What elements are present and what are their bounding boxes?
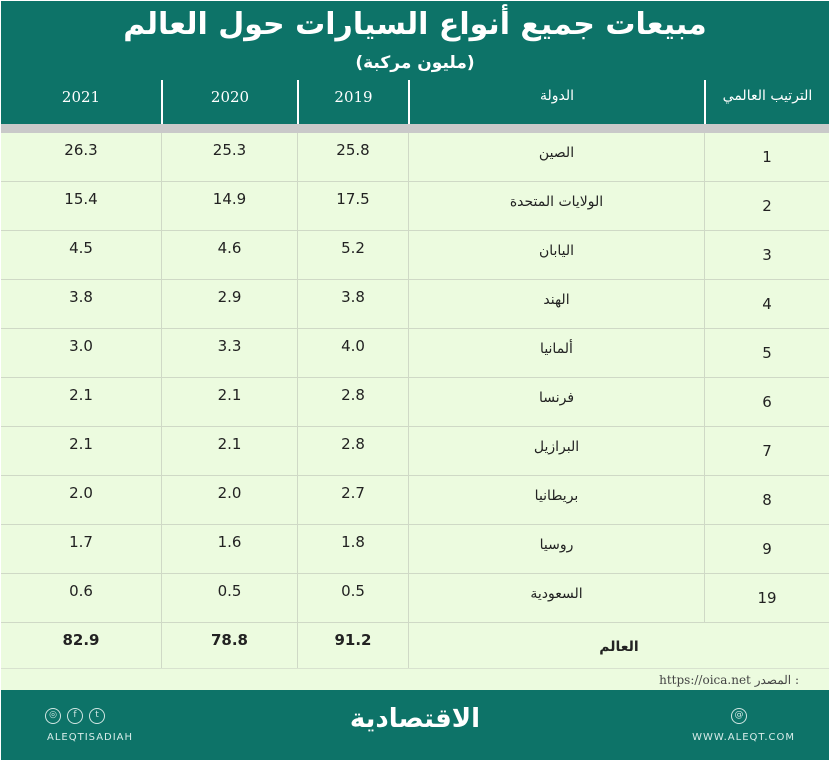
cell-rank: 6 — [704, 378, 829, 426]
brand-logo: الاقتصادية — [349, 704, 481, 734]
cell-2019: 2.8 — [297, 378, 408, 426]
page-title: مبيعات جميع أنواع السيارات حول العالم — [123, 7, 707, 42]
cell-2019: 1.8 — [297, 525, 408, 573]
cell-2019: 2.8 — [297, 427, 408, 475]
cell-2020: 1.6 — [161, 525, 297, 573]
table-row — [1, 329, 829, 378]
table-row — [1, 525, 829, 574]
total-row — [1, 623, 829, 668]
cell-rank: 5 — [704, 329, 829, 377]
cell-2020: 2.9 — [161, 280, 297, 328]
facebook-icon[interactable]: f — [67, 708, 83, 724]
cell-rank: 19 — [704, 574, 829, 622]
cell-2021: 2.1 — [69, 435, 93, 453]
cell-2019: 25.8 — [297, 133, 408, 181]
cell-country: اليابان — [408, 231, 704, 279]
table-row — [1, 231, 829, 280]
cell-country: ألمانيا — [408, 329, 704, 377]
cell-country: البرازيل — [408, 427, 704, 475]
header-rank: الترتيب العالمي — [704, 80, 829, 124]
table-row — [1, 378, 829, 427]
cell-country: الولايات المتحدة — [408, 182, 704, 230]
cell-rank: 7 — [704, 427, 829, 475]
table-row — [1, 133, 829, 182]
total-2021: 82.9 — [62, 631, 100, 649]
cell-2019: 3.8 — [297, 280, 408, 328]
total-2020: 78.8 — [161, 623, 297, 668]
table-body — [1, 133, 829, 668]
cell-rank: 2 — [704, 182, 829, 230]
cell-rank: 4 — [704, 280, 829, 328]
cell-rank: 9 — [704, 525, 829, 573]
cell-2021: 26.3 — [64, 141, 98, 159]
cell-2021: 3.0 — [69, 337, 93, 355]
header-country: الدولة — [408, 80, 704, 124]
header-2021: 2021 — [61, 88, 101, 106]
cell-2021: 2.1 — [69, 386, 93, 404]
social-handle: ALEQTISADIAH — [47, 732, 134, 743]
cell-2020: 0.5 — [161, 574, 297, 622]
cell-2021: 15.4 — [64, 190, 98, 208]
source-label: المصدر : — [754, 673, 799, 687]
cell-2020: 2.0 — [161, 476, 297, 524]
footer — [1, 690, 829, 760]
header-divider — [1, 124, 829, 133]
header-2019: 2019 — [297, 80, 408, 124]
instagram-icon[interactable]: ◎ — [45, 708, 61, 724]
title-bar — [1, 1, 829, 80]
cell-2020: 2.1 — [161, 378, 297, 426]
cell-2019: 5.2 — [297, 231, 408, 279]
table-row — [1, 182, 829, 231]
cell-2019: 2.7 — [297, 476, 408, 524]
twitter-icon[interactable]: t — [89, 708, 105, 724]
cell-2021: 1.7 — [69, 533, 93, 551]
cell-rank: 8 — [704, 476, 829, 524]
web-icon: @ — [731, 708, 747, 724]
cell-2019: 4.0 — [297, 329, 408, 377]
cell-2021: 4.5 — [69, 239, 93, 257]
cell-country: بريطانيا — [408, 476, 704, 524]
cell-2021: 2.0 — [69, 484, 93, 502]
table-row — [1, 574, 829, 623]
header-2020: 2020 — [161, 80, 297, 124]
source-bar — [1, 668, 829, 690]
cell-2020: 25.3 — [161, 133, 297, 181]
cell-2021: 0.6 — [69, 582, 93, 600]
cell-country: السعودية — [408, 574, 704, 622]
cell-country: روسيا — [408, 525, 704, 573]
page-subtitle: (مليون مركبة) — [355, 53, 475, 73]
source-url[interactable]: https://oica.net — [659, 673, 751, 687]
table-row — [1, 476, 829, 525]
table-row — [1, 427, 829, 476]
cell-2020: 4.6 — [161, 231, 297, 279]
table-header — [1, 80, 829, 124]
cell-2019: 0.5 — [297, 574, 408, 622]
cell-country: الصين — [408, 133, 704, 181]
cell-2020: 3.3 — [161, 329, 297, 377]
source-line — [659, 673, 799, 687]
cell-2020: 2.1 — [161, 427, 297, 475]
total-label: العالم — [408, 623, 829, 668]
total-2019: 91.2 — [297, 623, 408, 668]
cell-country: فرنسا — [408, 378, 704, 426]
cell-2021: 3.8 — [69, 288, 93, 306]
cell-rank: 1 — [704, 133, 829, 181]
cell-2020: 14.9 — [161, 182, 297, 230]
cell-rank: 3 — [704, 231, 829, 279]
cell-country: الهند — [408, 280, 704, 328]
site-url[interactable]: WWW.ALEQT.COM — [692, 732, 795, 743]
cell-2019: 17.5 — [297, 182, 408, 230]
table-row — [1, 280, 829, 329]
